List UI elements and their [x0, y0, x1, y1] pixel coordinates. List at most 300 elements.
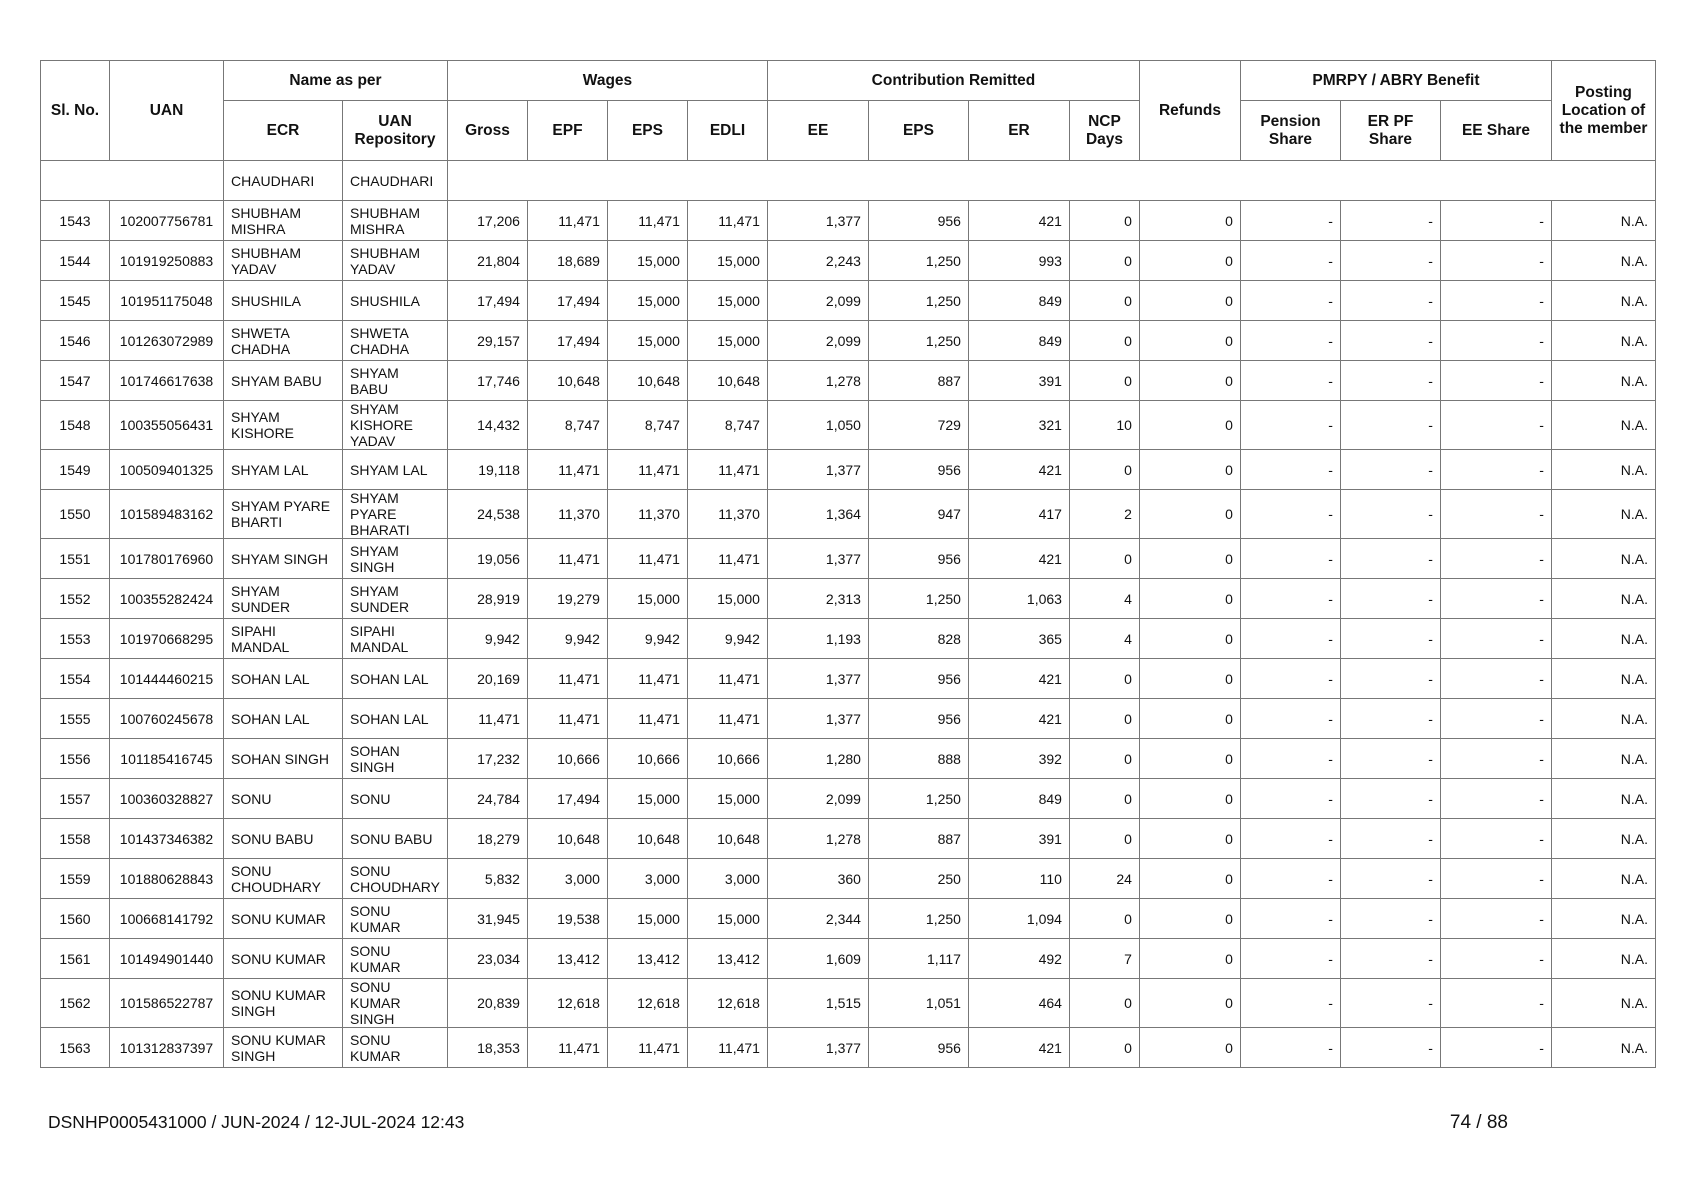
- cell-ee: 1,364: [767, 490, 868, 539]
- cell-uan: 101589483162: [110, 490, 224, 539]
- cell-uan: 101746617638: [110, 361, 224, 401]
- table-header: [41, 61, 1656, 161]
- table-row: [41, 539, 1656, 579]
- cell-uan: 100760245678: [110, 699, 224, 739]
- cell-er: 365: [968, 619, 1069, 659]
- cell-ee-share: -: [1440, 1028, 1551, 1068]
- cell-uan-repository: SHWETA CHADHA: [343, 321, 448, 361]
- table-row: [41, 361, 1656, 401]
- cell-wages-eps: 15,000: [607, 321, 687, 361]
- cell-ee: 2,313: [767, 579, 868, 619]
- group-wages: Wages: [447, 61, 767, 101]
- cell-ee-share: -: [1440, 579, 1551, 619]
- cell-er: 849: [968, 281, 1069, 321]
- cell-gross: 19,056: [447, 539, 527, 579]
- cell-er: 421: [968, 659, 1069, 699]
- cell-gross: 17,746: [447, 361, 527, 401]
- cell-contribution-eps: 1,250: [868, 899, 968, 939]
- cell-ecr: SHYAM LAL: [224, 450, 343, 490]
- cell-sl-no: 1544: [41, 241, 110, 281]
- cell-ee: 2,099: [767, 321, 868, 361]
- cell-er: 421: [968, 450, 1069, 490]
- cell-gross: 24,538: [447, 490, 527, 539]
- table-row: [41, 201, 1656, 241]
- cell-uan-repository: SIPAHI MANDAL: [343, 619, 448, 659]
- cell-er: 1,094: [968, 899, 1069, 939]
- cell-ee-share: -: [1440, 939, 1551, 979]
- cell-sl-no: 1559: [41, 859, 110, 899]
- cell-refunds: 0: [1139, 699, 1240, 739]
- cell-epf: 11,471: [527, 201, 607, 241]
- cell-uan-repository: SHYAM SINGH: [343, 539, 448, 579]
- continuation-uan-repo: CHAUDHARI: [343, 161, 448, 201]
- col-edli: EDLI: [687, 101, 767, 161]
- cell-uan-repository: SONU KUMAR: [343, 899, 448, 939]
- cell-ee-share: -: [1440, 361, 1551, 401]
- cell-er: 464: [968, 979, 1069, 1028]
- cell-epf: 10,648: [527, 361, 607, 401]
- cell-epf: 19,279: [527, 579, 607, 619]
- cell-gross: 11,471: [447, 699, 527, 739]
- cell-ecr: SONU: [224, 779, 343, 819]
- cell-ee-share: -: [1440, 490, 1551, 539]
- table-row: [41, 859, 1656, 899]
- col-wages-eps: EPS: [607, 101, 687, 161]
- cell-gross: 20,169: [447, 659, 527, 699]
- table-row: [41, 619, 1656, 659]
- cell-wages-eps: 11,370: [607, 490, 687, 539]
- cell-posting-location: N.A.: [1551, 321, 1655, 361]
- cell-gross: 23,034: [447, 939, 527, 979]
- cell-uan-repository: SHYAM PYARE BHARATI: [343, 490, 448, 539]
- cell-ee: 1,050: [767, 401, 868, 450]
- cell-pension-share: -: [1240, 699, 1340, 739]
- cell-refunds: 0: [1139, 539, 1240, 579]
- cell-er: 849: [968, 321, 1069, 361]
- cell-er-pf-share: -: [1340, 699, 1440, 739]
- cell-epf: 3,000: [527, 859, 607, 899]
- cell-gross: 14,432: [447, 401, 527, 450]
- cell-uan: 101185416745: [110, 739, 224, 779]
- cell-wages-eps: 11,471: [607, 450, 687, 490]
- cell-wages-eps: 8,747: [607, 401, 687, 450]
- cell-edli: 11,471: [687, 539, 767, 579]
- col-uan: UAN: [110, 61, 224, 161]
- cell-ncp-days: 0: [1069, 899, 1139, 939]
- cell-ee-share: -: [1440, 899, 1551, 939]
- cell-refunds: 0: [1139, 321, 1240, 361]
- cell-uan-repository: SONU: [343, 779, 448, 819]
- cell-uan-repository: SOHAN LAL: [343, 659, 448, 699]
- cell-edli: 15,000: [687, 899, 767, 939]
- cell-pension-share: -: [1240, 859, 1340, 899]
- cell-wages-eps: 15,000: [607, 779, 687, 819]
- cell-contribution-eps: 956: [868, 659, 968, 699]
- cell-ee: 2,099: [767, 779, 868, 819]
- cell-pension-share: -: [1240, 490, 1340, 539]
- cell-ncp-days: 7: [1069, 939, 1139, 979]
- col-sl-no: Sl. No.: [41, 61, 110, 161]
- cell-sl-no: 1556: [41, 739, 110, 779]
- cell-refunds: 0: [1139, 899, 1240, 939]
- cell-uan-repository: SONU KUMAR: [343, 939, 448, 979]
- cell-refunds: 0: [1139, 779, 1240, 819]
- col-ecr: ECR: [224, 101, 343, 161]
- cell-edli: 11,471: [687, 201, 767, 241]
- table-row: [41, 699, 1656, 739]
- cell-posting-location: N.A.: [1551, 490, 1655, 539]
- cell-epf: 11,370: [527, 490, 607, 539]
- cell-pension-share: -: [1240, 659, 1340, 699]
- cell-er: 421: [968, 699, 1069, 739]
- cell-posting-location: N.A.: [1551, 579, 1655, 619]
- cell-sl-no: 1560: [41, 899, 110, 939]
- cell-ecr: SIPAHI MANDAL: [224, 619, 343, 659]
- cell-wages-eps: 13,412: [607, 939, 687, 979]
- cell-pension-share: -: [1240, 401, 1340, 450]
- cell-ncp-days: 24: [1069, 859, 1139, 899]
- cell-refunds: 0: [1139, 939, 1240, 979]
- cell-uan: 101312837397: [110, 1028, 224, 1068]
- cell-ee: 2,099: [767, 281, 868, 321]
- cell-wages-eps: 11,471: [607, 201, 687, 241]
- cell-ee: 1,278: [767, 361, 868, 401]
- cell-contribution-eps: 729: [868, 401, 968, 450]
- cell-contribution-eps: 1,250: [868, 321, 968, 361]
- cell-posting-location: N.A.: [1551, 819, 1655, 859]
- cell-ee-share: -: [1440, 321, 1551, 361]
- cell-edli: 12,618: [687, 979, 767, 1028]
- cell-edli: 15,000: [687, 281, 767, 321]
- cell-wages-eps: 9,942: [607, 619, 687, 659]
- cell-uan-repository: SONU KUMAR: [343, 1028, 448, 1068]
- cell-uan: 100509401325: [110, 450, 224, 490]
- cell-epf: 12,618: [527, 979, 607, 1028]
- cell-contribution-eps: 887: [868, 361, 968, 401]
- cell-contribution-eps: 956: [868, 699, 968, 739]
- cell-uan: 102007756781: [110, 201, 224, 241]
- cell-contribution-eps: 956: [868, 450, 968, 490]
- col-epf: EPF: [527, 101, 607, 161]
- cell-ecr: SHYAM BABU: [224, 361, 343, 401]
- cell-er: 110: [968, 859, 1069, 899]
- cell-contribution-eps: 947: [868, 490, 968, 539]
- cell-edli: 15,000: [687, 321, 767, 361]
- cell-gross: 17,232: [447, 739, 527, 779]
- cell-sl-no: 1555: [41, 699, 110, 739]
- cell-epf: 11,471: [527, 450, 607, 490]
- cell-refunds: 0: [1139, 490, 1240, 539]
- cell-ncp-days: 0: [1069, 779, 1139, 819]
- cell-gross: 31,945: [447, 899, 527, 939]
- group-benefit: PMRPY / ABRY Benefit: [1240, 61, 1551, 101]
- cell-posting-location: N.A.: [1551, 241, 1655, 281]
- cell-pension-share: -: [1240, 201, 1340, 241]
- cell-posting-location: N.A.: [1551, 699, 1655, 739]
- cell-pension-share: -: [1240, 361, 1340, 401]
- cell-er-pf-share: -: [1340, 819, 1440, 859]
- table-body: [41, 161, 1656, 1068]
- cell-sl-no: 1543: [41, 201, 110, 241]
- cell-uan: 101494901440: [110, 939, 224, 979]
- cell-sl-no: 1551: [41, 539, 110, 579]
- cell-ecr: SONU CHOUDHARY: [224, 859, 343, 899]
- cell-ee-share: -: [1440, 779, 1551, 819]
- cell-ncp-days: 0: [1069, 739, 1139, 779]
- cell-ncp-days: 0: [1069, 1028, 1139, 1068]
- cell-epf: 17,494: [527, 281, 607, 321]
- cell-posting-location: N.A.: [1551, 859, 1655, 899]
- col-ee-share: EE Share: [1440, 101, 1551, 161]
- cell-wages-eps: 11,471: [607, 659, 687, 699]
- cell-ncp-days: 0: [1069, 819, 1139, 859]
- contribution-table: [40, 60, 1656, 1068]
- cell-epf: 17,494: [527, 779, 607, 819]
- cell-uan: 101263072989: [110, 321, 224, 361]
- cell-refunds: 0: [1139, 201, 1240, 241]
- cell-edli: 15,000: [687, 779, 767, 819]
- col-refunds: Refunds: [1139, 61, 1240, 161]
- cell-epf: 8,747: [527, 401, 607, 450]
- cell-ee-share: -: [1440, 241, 1551, 281]
- table-row: [41, 490, 1656, 539]
- cell-gross: 9,942: [447, 619, 527, 659]
- cell-contribution-eps: 956: [868, 1028, 968, 1068]
- cell-uan-repository: SOHAN SINGH: [343, 739, 448, 779]
- cell-pension-share: -: [1240, 241, 1340, 281]
- cell-epf: 13,412: [527, 939, 607, 979]
- col-uan-repository: UAN Repository: [343, 101, 448, 161]
- cell-epf: 17,494: [527, 321, 607, 361]
- cell-edli: 15,000: [687, 579, 767, 619]
- continuation-ecr: CHAUDHARI: [224, 161, 343, 201]
- cell-ncp-days: 4: [1069, 619, 1139, 659]
- cell-er: 421: [968, 201, 1069, 241]
- cell-ee-share: -: [1440, 201, 1551, 241]
- cell-ncp-days: 0: [1069, 979, 1139, 1028]
- cell-er-pf-share: -: [1340, 579, 1440, 619]
- document-reference: DSNHP0005431000 / JUN-2024 / 12-JUL-2024 12:43: [48, 1112, 465, 1132]
- cell-pension-share: -: [1240, 939, 1340, 979]
- cell-uan-repository: SONU KUMAR SINGH: [343, 979, 448, 1028]
- cell-ee: 2,344: [767, 899, 868, 939]
- cell-edli: 11,471: [687, 450, 767, 490]
- cell-ee-share: -: [1440, 699, 1551, 739]
- cell-posting-location: N.A.: [1551, 201, 1655, 241]
- cell-contribution-eps: 1,250: [868, 579, 968, 619]
- cell-refunds: 0: [1139, 450, 1240, 490]
- cell-refunds: 0: [1139, 361, 1240, 401]
- cell-ee-share: -: [1440, 859, 1551, 899]
- cell-sl-no: 1545: [41, 281, 110, 321]
- cell-uan: 101437346382: [110, 819, 224, 859]
- cell-er-pf-share: -: [1340, 739, 1440, 779]
- cell-ecr: SONU KUMAR: [224, 939, 343, 979]
- table-row: [41, 779, 1656, 819]
- cell-er: 321: [968, 401, 1069, 450]
- cell-contribution-eps: 956: [868, 201, 968, 241]
- cell-ee-share: -: [1440, 819, 1551, 859]
- cell-edli: 10,666: [687, 739, 767, 779]
- cell-ee-share: -: [1440, 401, 1551, 450]
- cell-gross: 20,839: [447, 979, 527, 1028]
- cell-uan: 101919250883: [110, 241, 224, 281]
- cell-epf: 10,648: [527, 819, 607, 859]
- col-ee: EE: [767, 101, 868, 161]
- cell-edli: 10,648: [687, 361, 767, 401]
- cell-wages-eps: 3,000: [607, 859, 687, 899]
- cell-epf: 19,538: [527, 899, 607, 939]
- cell-gross: 29,157: [447, 321, 527, 361]
- cell-er: 391: [968, 819, 1069, 859]
- cell-wages-eps: 15,000: [607, 241, 687, 281]
- cell-gross: 21,804: [447, 241, 527, 281]
- cell-ecr: SHYAM SINGH: [224, 539, 343, 579]
- col-posting-location: Posting Location of the member: [1551, 61, 1655, 161]
- cell-ecr: SONU BABU: [224, 819, 343, 859]
- cell-wages-eps: 11,471: [607, 699, 687, 739]
- group-name-as-per: Name as per: [224, 61, 448, 101]
- cell-uan: 100355056431: [110, 401, 224, 450]
- cell-uan: 101444460215: [110, 659, 224, 699]
- cell-gross: 17,494: [447, 281, 527, 321]
- cell-ecr: SOHAN SINGH: [224, 739, 343, 779]
- cell-ecr: SHUSHILA: [224, 281, 343, 321]
- cell-er-pf-share: -: [1340, 201, 1440, 241]
- cell-er-pf-share: -: [1340, 450, 1440, 490]
- cell-ncp-days: 4: [1069, 579, 1139, 619]
- cell-er: 492: [968, 939, 1069, 979]
- cell-ee: 2,243: [767, 241, 868, 281]
- cell-wages-eps: 10,648: [607, 819, 687, 859]
- cell-er-pf-share: -: [1340, 1028, 1440, 1068]
- cell-refunds: 0: [1139, 401, 1240, 450]
- cell-edli: 15,000: [687, 241, 767, 281]
- cell-sl-no: 1550: [41, 490, 110, 539]
- cell-uan: 100360328827: [110, 779, 224, 819]
- cell-contribution-eps: 1,250: [868, 281, 968, 321]
- cell-refunds: 0: [1139, 619, 1240, 659]
- cell-wages-eps: 12,618: [607, 979, 687, 1028]
- cell-er: 421: [968, 1028, 1069, 1068]
- cell-wages-eps: 15,000: [607, 281, 687, 321]
- cell-contribution-eps: 888: [868, 739, 968, 779]
- cell-er: 849: [968, 779, 1069, 819]
- cell-posting-location: N.A.: [1551, 361, 1655, 401]
- table-row: [41, 579, 1656, 619]
- cell-ee: 1,193: [767, 619, 868, 659]
- cell-epf: 11,471: [527, 699, 607, 739]
- cell-er-pf-share: -: [1340, 361, 1440, 401]
- cell-er-pf-share: -: [1340, 401, 1440, 450]
- table-row: [41, 281, 1656, 321]
- cell-pension-share: -: [1240, 899, 1340, 939]
- cell-pension-share: -: [1240, 779, 1340, 819]
- cell-sl-no: 1561: [41, 939, 110, 979]
- cell-sl-no: 1562: [41, 979, 110, 1028]
- cell-ncp-days: 0: [1069, 281, 1139, 321]
- cell-sl-no: 1553: [41, 619, 110, 659]
- cell-ee-share: -: [1440, 619, 1551, 659]
- cell-contribution-eps: 956: [868, 539, 968, 579]
- cell-sl-no: 1554: [41, 659, 110, 699]
- table-row: [41, 1028, 1656, 1068]
- cell-edli: 11,471: [687, 659, 767, 699]
- cell-sl-no: 1557: [41, 779, 110, 819]
- cell-er-pf-share: -: [1340, 619, 1440, 659]
- cell-contribution-eps: 1,250: [868, 779, 968, 819]
- cell-sl-no: 1563: [41, 1028, 110, 1068]
- cell-contribution-eps: 250: [868, 859, 968, 899]
- cell-ecr: SHUBHAM YADAV: [224, 241, 343, 281]
- cell-uan-repository: SHUBHAM MISHRA: [343, 201, 448, 241]
- cell-uan-repository: SONU BABU: [343, 819, 448, 859]
- cell-posting-location: N.A.: [1551, 539, 1655, 579]
- cell-ncp-days: 0: [1069, 450, 1139, 490]
- cell-posting-location: N.A.: [1551, 450, 1655, 490]
- cell-er-pf-share: -: [1340, 281, 1440, 321]
- cell-gross: 28,919: [447, 579, 527, 619]
- cell-refunds: 0: [1139, 739, 1240, 779]
- cell-ee-share: -: [1440, 281, 1551, 321]
- cell-refunds: 0: [1139, 1028, 1240, 1068]
- cell-epf: 11,471: [527, 1028, 607, 1068]
- cell-wages-eps: 10,648: [607, 361, 687, 401]
- cell-ee: 1,515: [767, 979, 868, 1028]
- cell-contribution-eps: 1,117: [868, 939, 968, 979]
- cell-sl-no: 1558: [41, 819, 110, 859]
- cell-ncp-days: 0: [1069, 659, 1139, 699]
- cell-ee: 360: [767, 859, 868, 899]
- cell-gross: 17,206: [447, 201, 527, 241]
- cell-uan: 101880628843: [110, 859, 224, 899]
- cell-ee: 1,377: [767, 450, 868, 490]
- page-number: 74 / 88: [1449, 1112, 1508, 1133]
- table-row: [41, 401, 1656, 450]
- cell-edli: 10,648: [687, 819, 767, 859]
- cell-contribution-eps: 887: [868, 819, 968, 859]
- cell-uan: 101951175048: [110, 281, 224, 321]
- cell-refunds: 0: [1139, 659, 1240, 699]
- table-row: [41, 659, 1656, 699]
- cell-ecr: SHYAM SUNDER: [224, 579, 343, 619]
- cell-epf: 11,471: [527, 659, 607, 699]
- cell-ncp-days: 2: [1069, 490, 1139, 539]
- cell-edli: 3,000: [687, 859, 767, 899]
- cell-ecr: SOHAN LAL: [224, 699, 343, 739]
- cell-ncp-days: 0: [1069, 361, 1139, 401]
- cell-sl-no: 1548: [41, 401, 110, 450]
- group-contribution-remitted: Contribution Remitted: [767, 61, 1139, 101]
- cell-gross: 18,353: [447, 1028, 527, 1068]
- cell-er-pf-share: -: [1340, 659, 1440, 699]
- cell-ecr: SHUBHAM MISHRA: [224, 201, 343, 241]
- cell-uan-repository: SHYAM LAL: [343, 450, 448, 490]
- cell-ee: 1,377: [767, 539, 868, 579]
- cell-er-pf-share: -: [1340, 859, 1440, 899]
- cell-er-pf-share: -: [1340, 939, 1440, 979]
- cell-ncp-days: 0: [1069, 241, 1139, 281]
- cell-wages-eps: 11,471: [607, 539, 687, 579]
- cell-contribution-eps: 1,250: [868, 241, 968, 281]
- cell-wages-eps: 15,000: [607, 579, 687, 619]
- cell-uan-repository: SONU CHOUDHARY: [343, 859, 448, 899]
- cell-posting-location: N.A.: [1551, 779, 1655, 819]
- cell-ee: 1,377: [767, 659, 868, 699]
- cell-er-pf-share: -: [1340, 899, 1440, 939]
- cell-wages-eps: 11,471: [607, 1028, 687, 1068]
- cell-uan-repository: SOHAN LAL: [343, 699, 448, 739]
